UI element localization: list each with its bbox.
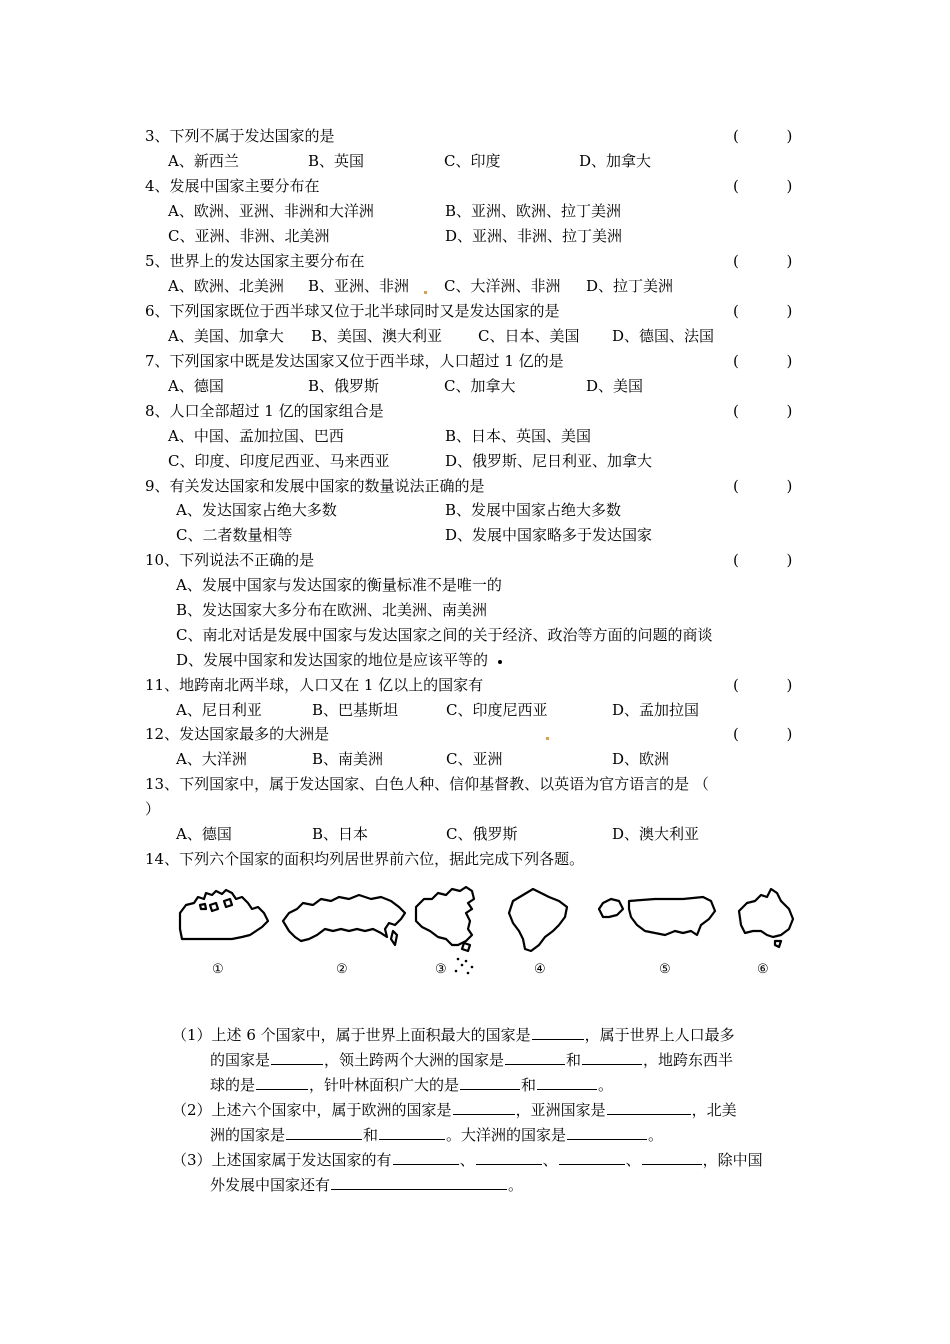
russia-map-icon xyxy=(275,885,410,955)
answer-blank[interactable] xyxy=(256,1075,308,1090)
subquestion-text: 。 xyxy=(598,1076,614,1094)
option-a[interactable]: A、大洋洲 xyxy=(176,750,247,768)
map-label-5: ⑤ xyxy=(659,962,671,977)
answer-blank[interactable] xyxy=(505,1050,565,1065)
answer-bracket[interactable]: ( ) xyxy=(733,127,793,145)
answer-blank[interactable] xyxy=(582,1050,642,1065)
option-c[interactable]: C、加拿大 xyxy=(444,377,516,395)
option-c[interactable]: C、亚洲 xyxy=(446,750,503,768)
subquestion-2 xyxy=(172,1100,737,1120)
subquestion-text: 外发展中国家还有 xyxy=(210,1176,331,1194)
answer-blank[interactable] xyxy=(537,1075,597,1090)
option-b[interactable]: B、发达国家大多分布在欧洲、北美洲、南美洲 xyxy=(176,601,488,619)
subquestion-text: 上述国家属于发达国家的有 xyxy=(211,1151,392,1169)
print-speck xyxy=(424,291,427,294)
answer-blank[interactable] xyxy=(532,1025,584,1040)
subquestion-text: 、 xyxy=(459,1151,475,1169)
option-b[interactable]: B、俄罗斯 xyxy=(308,377,380,395)
option-c[interactable]: C、亚洲、非洲、北美洲 xyxy=(168,227,330,245)
answer-blank[interactable] xyxy=(476,1150,542,1165)
map-label-1: ① xyxy=(212,962,224,977)
question-13-stem: 13、下列国家中，属于发达国家、白色人种、信仰基督教、以英语为官方语言的是 （ xyxy=(145,775,709,793)
answer-bracket[interactable]: ( ) xyxy=(733,302,793,320)
map-label-2: ② xyxy=(336,962,348,977)
option-b[interactable]: B、亚洲、欧洲、拉丁美洲 xyxy=(445,202,622,220)
answer-blank[interactable] xyxy=(642,1150,702,1165)
option-c[interactable]: C、俄罗斯 xyxy=(446,825,518,843)
option-d[interactable]: D、发展中国家和发达国家的地位是应该平等的 xyxy=(176,651,489,669)
option-c[interactable]: C、印度尼西亚 xyxy=(446,701,548,719)
option-d[interactable]: D、德国、法国 xyxy=(612,327,715,345)
map-label-3: ③ xyxy=(435,962,447,977)
option-a[interactable]: A、德国 xyxy=(168,377,224,395)
subquestion-text: 。大洋洲的国家是 xyxy=(446,1126,567,1144)
answer-bracket[interactable]: ( ) xyxy=(733,402,793,420)
option-a[interactable]: A、德国 xyxy=(176,825,232,843)
question-5-stem: 5、世界上的发达国家主要分布在 xyxy=(145,252,365,270)
option-b[interactable]: B、亚洲、非洲 xyxy=(308,277,410,295)
option-d[interactable]: D、拉丁美洲 xyxy=(586,277,674,295)
subquestion-text: ，领土跨两个大洲的国家是 xyxy=(324,1051,505,1069)
map-label-4: ④ xyxy=(534,962,546,977)
answer-bracket[interactable]: ( ) xyxy=(733,676,793,694)
option-d[interactable]: D、澳大利亚 xyxy=(612,825,700,843)
subquestion-1-line-3 xyxy=(210,1075,613,1095)
option-b[interactable]: B、发展中国家占绝大多数 xyxy=(445,501,622,519)
subquestion-text: ，除中国 xyxy=(702,1151,763,1169)
option-d[interactable]: D、孟加拉国 xyxy=(612,701,700,719)
answer-bracket[interactable]: ( ) xyxy=(733,252,793,270)
subquestion-text: 。 xyxy=(508,1176,524,1194)
usa-map-icon xyxy=(593,885,723,945)
option-a[interactable]: A、中国、孟加拉国、巴西 xyxy=(168,427,344,445)
answer-blank[interactable] xyxy=(453,1100,515,1115)
brazil-map-icon xyxy=(503,885,573,957)
answer-blank[interactable] xyxy=(393,1150,459,1165)
subquestion-1-line-2 xyxy=(210,1050,733,1070)
subquestion-3-line-2 xyxy=(210,1175,523,1195)
subquestion-text: 。 xyxy=(648,1126,664,1144)
answer-blank[interactable] xyxy=(379,1125,445,1140)
option-b[interactable]: B、南美洲 xyxy=(312,750,384,768)
print-speck xyxy=(546,737,549,740)
option-c[interactable]: C、印度 xyxy=(444,152,501,170)
answer-blank[interactable] xyxy=(331,1175,507,1190)
option-c[interactable]: C、印度、印度尼西亚、马来西亚 xyxy=(168,452,390,470)
subquestion-number: （3） xyxy=(172,1151,212,1169)
answer-bracket[interactable]: ( ) xyxy=(733,725,793,743)
answer-blank[interactable] xyxy=(286,1125,362,1140)
question-8-stem: 8、人口全部超过 1 亿的国家组合是 xyxy=(145,402,384,420)
option-b[interactable]: B、日本 xyxy=(312,825,369,843)
option-a[interactable]: A、尼日利亚 xyxy=(176,701,262,719)
subquestion-text: 和 xyxy=(566,1051,582,1069)
option-d[interactable]: D、俄罗斯、尼日利亚、加拿大 xyxy=(445,452,653,470)
subquestion-text: 球的是 xyxy=(210,1076,256,1094)
question-4-stem: 4、发展中国家主要分布在 xyxy=(145,177,320,195)
option-b[interactable]: B、日本、英国、美国 xyxy=(445,427,592,445)
subquestion-text: 上述 6 个国家中，属于世界上面积最大的国家是 xyxy=(211,1026,531,1044)
subquestion-2-line-2 xyxy=(210,1125,663,1145)
answer-blank[interactable] xyxy=(607,1100,691,1115)
answer-bracket[interactable]: ( ) xyxy=(733,477,793,495)
australia-map-icon xyxy=(733,885,798,950)
subquestion-1 xyxy=(172,1025,735,1045)
option-d[interactable]: D、亚洲、非洲、拉丁美洲 xyxy=(445,227,623,245)
subquestion-text: ，北美 xyxy=(691,1101,737,1119)
answer-bracket[interactable]: ( ) xyxy=(733,177,793,195)
option-a[interactable]: A、美国、加拿大 xyxy=(168,327,284,345)
answer-blank[interactable] xyxy=(559,1150,625,1165)
answer-bracket[interactable]: ( ) xyxy=(733,551,793,569)
question-14-stem: 14、下列六个国家的面积均列居世界前六位，据此完成下列各题。 xyxy=(145,850,585,868)
subquestion-text: 上述六个国家中，属于欧洲的国家是 xyxy=(211,1101,452,1119)
subquestion-number: （1） xyxy=(172,1026,212,1044)
option-c[interactable]: C、日本、美国 xyxy=(478,327,580,345)
subquestion-number: （2） xyxy=(172,1101,212,1119)
option-b[interactable]: B、美国、澳大利亚 xyxy=(311,327,443,345)
question-7-stem: 7、下列国家中既是发达国家又位于西半球，人口超过 1 亿的是 xyxy=(145,352,564,370)
option-d[interactable]: D、美国 xyxy=(586,377,644,395)
subquestion-text: ，属于世界上人口最多 xyxy=(584,1026,735,1044)
canada-map-icon xyxy=(172,885,272,945)
question-11-stem: 11、地跨南北两半球，人口又在 1 亿以上的国家有 xyxy=(145,676,484,694)
subquestion-text: 、 xyxy=(625,1151,641,1169)
question-10-stem: 10、下列说法不正确的是 xyxy=(145,551,315,569)
subquestion-text: 、 xyxy=(542,1151,558,1169)
option-a[interactable]: A、新西兰 xyxy=(168,152,239,170)
subquestion-text: 和 xyxy=(521,1076,537,1094)
subquestion-text: 和 xyxy=(363,1126,379,1144)
subquestion-3 xyxy=(172,1150,763,1170)
option-a[interactable]: A、发达国家占绝大多数 xyxy=(176,501,337,519)
question-12-stem: 12、发达国家最多的大洲是 xyxy=(145,725,330,743)
answer-blank[interactable] xyxy=(567,1125,647,1140)
question-3-stem: 3、下列不属于发达国家的是 xyxy=(145,127,335,145)
subquestion-text: 的国家是 xyxy=(210,1051,271,1069)
option-a[interactable]: A、发展中国家与发达国家的衡量标准不是唯一的 xyxy=(176,576,502,594)
option-a[interactable]: A、欧洲、亚洲、非洲和大洋洲 xyxy=(168,202,374,220)
subquestion-text: 洲的国家是 xyxy=(210,1126,286,1144)
option-d[interactable]: D、欧洲 xyxy=(612,750,670,768)
subquestion-text: ，亚洲国家是 xyxy=(515,1101,606,1119)
option-c[interactable]: C、大洋洲、非洲 xyxy=(444,277,561,295)
option-c[interactable]: C、南北对话是发展中国家与发达国家之间的关于经济、政治等方面的问题的商谈 xyxy=(176,626,713,644)
answer-bracket[interactable]: ( ) xyxy=(733,352,793,370)
answer-blank[interactable] xyxy=(271,1050,323,1065)
option-d[interactable]: D、加拿大 xyxy=(579,152,652,170)
option-a[interactable]: A、欧洲、北美洲 xyxy=(168,277,284,295)
option-b[interactable]: B、巴基斯坦 xyxy=(312,701,399,719)
option-d[interactable]: D、发展中国家略多于发达国家 xyxy=(445,526,653,544)
question-9-stem: 9、有关发达国家和发展中国家的数量说法正确的是 xyxy=(145,477,485,495)
map-label-6: ⑥ xyxy=(757,962,769,977)
answer-blank[interactable] xyxy=(460,1075,520,1090)
option-c[interactable]: C、二者数量相等 xyxy=(176,526,293,544)
question-6-stem: 6、下列国家既位于西半球又位于北半球同时又是发达国家的是 xyxy=(145,302,560,320)
answer-bracket[interactable]: ） xyxy=(145,800,161,818)
china-map-icon xyxy=(410,885,490,980)
subquestion-text: ，针叶林面积广大的是 xyxy=(309,1076,460,1094)
print-dot xyxy=(498,660,502,664)
subquestion-text: ，地跨东西半 xyxy=(643,1051,734,1069)
option-b[interactable]: B、英国 xyxy=(308,152,365,170)
